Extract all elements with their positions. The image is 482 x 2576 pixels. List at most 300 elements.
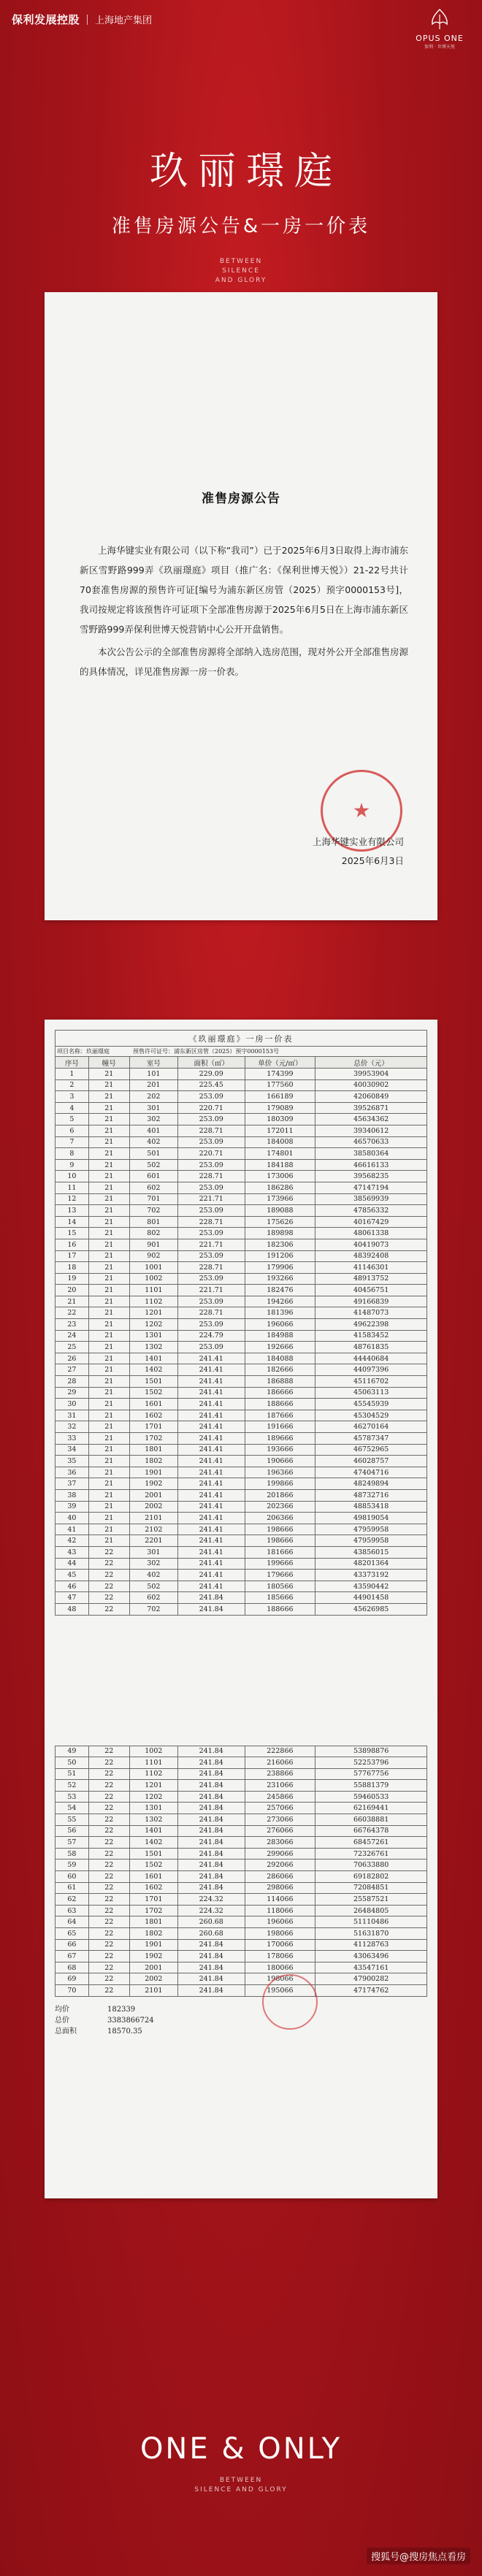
table-cell: 802 <box>129 1228 177 1239</box>
table-cell: 46752965 <box>315 1444 427 1456</box>
table-cell: 241.84 <box>177 1951 245 1962</box>
table-cell: 175626 <box>245 1216 315 1228</box>
table-row <box>56 1296 427 1307</box>
table-cell: 72326761 <box>315 1848 427 1860</box>
table-cell: 199866 <box>245 1478 315 1490</box>
table-cell: 241.41 <box>177 1489 245 1501</box>
table-row <box>56 1456 427 1467</box>
table-row <box>56 1871 427 1883</box>
table-cell: 39 <box>56 1501 89 1513</box>
table-cell: 22 <box>88 1825 129 1837</box>
table-cell: 1702 <box>129 1905 177 1916</box>
table-cell: 241.41 <box>177 1376 245 1388</box>
table-cell: 34 <box>56 1444 89 1456</box>
table-cell: 224.32 <box>177 1905 245 1916</box>
table-cell: 43373192 <box>315 1570 427 1581</box>
table-row <box>56 1535 427 1547</box>
table-cell: 21 <box>88 1136 129 1148</box>
table-row <box>56 1501 427 1513</box>
summary-label: 均价 <box>55 2005 69 2014</box>
table-cell: 224.32 <box>177 1894 245 1906</box>
table-cell: 66 <box>56 1939 89 1951</box>
table-cell: 174801 <box>245 1148 315 1160</box>
table-cell: 184008 <box>245 1136 315 1148</box>
table-cell: 2002 <box>129 1973 177 1985</box>
table-cell: 292066 <box>245 1860 315 1871</box>
table-row <box>56 1307 427 1319</box>
table-cell: 22 <box>88 1860 129 1871</box>
table-cell: 1701 <box>129 1421 177 1433</box>
table-cell: 189088 <box>245 1205 315 1217</box>
table-cell: 202366 <box>245 1501 315 1513</box>
table-cell: 185666 <box>245 1592 315 1604</box>
table-cell: 40 <box>56 1513 89 1524</box>
table-cell: 195066 <box>245 1984 315 1996</box>
table-cell: 48201364 <box>315 1558 427 1570</box>
table-cell: 62169441 <box>315 1803 427 1814</box>
table-cell: 22 <box>88 1768 129 1780</box>
table-cell: 21 <box>88 1171 129 1182</box>
table-cell: 177560 <box>245 1079 315 1091</box>
table-cell: 241.84 <box>177 1939 245 1951</box>
table-seal-icon <box>262 1974 318 2030</box>
table-cell: 22 <box>88 1581 129 1592</box>
table-cell: 65 <box>56 1928 89 1940</box>
table-cell: 51 <box>56 1768 89 1780</box>
table-row <box>56 1916 427 1928</box>
table-cell: 241.41 <box>177 1433 245 1445</box>
table-cell: 191206 <box>245 1250 315 1262</box>
table-cell: 198666 <box>245 1535 315 1547</box>
table-cell: 241.84 <box>177 1962 245 1973</box>
table-cell: 1501 <box>129 1376 177 1388</box>
table-cell: 114066 <box>245 1894 315 1906</box>
table-cell: 502 <box>129 1581 177 1592</box>
table-cell: 260.68 <box>177 1916 245 1928</box>
table-cell: 22 <box>88 1848 129 1860</box>
table-cell: 241.84 <box>177 1973 245 1985</box>
table-cell: 2002 <box>129 1501 177 1513</box>
table-cell: 21 <box>88 1433 129 1445</box>
table-cell: 41 <box>56 1524 89 1535</box>
table-cell: 9 <box>56 1159 89 1171</box>
table-cell: 228.71 <box>177 1216 245 1228</box>
table-cell: 253.09 <box>177 1342 245 1353</box>
table-cell: 53898876 <box>315 1746 427 1757</box>
table-cell: 201 <box>129 1079 177 1091</box>
table-cell: 283066 <box>245 1837 315 1849</box>
table-cell: 21 <box>88 1421 129 1433</box>
table-cell: 16 <box>56 1239 89 1250</box>
table-cell: 253.09 <box>177 1182 245 1193</box>
table-cell: 49622398 <box>315 1319 427 1331</box>
summary-row <box>55 2015 427 2026</box>
table-cell: 22 <box>88 1814 129 1826</box>
table-cell: 286066 <box>245 1871 315 1883</box>
table-cell: 49 <box>56 1746 89 1757</box>
table-cell: 21 <box>88 1467 129 1478</box>
table-cell: 225.45 <box>177 1079 245 1091</box>
table-cell: 21 <box>88 1239 129 1250</box>
table-cell: 2101 <box>129 1513 177 1524</box>
table-cell: 1202 <box>129 1319 177 1331</box>
table-cell: 46616133 <box>315 1159 427 1171</box>
table-cell: 21 <box>88 1478 129 1490</box>
table-cell: 166189 <box>245 1091 315 1103</box>
table-cell: 901 <box>129 1239 177 1250</box>
table-cell: 33 <box>56 1433 89 1445</box>
table-cell: 2201 <box>129 1535 177 1547</box>
page-gap <box>55 1616 427 1746</box>
poly-logo: 保利发展控股 <box>12 13 80 26</box>
table-cell: 21 <box>88 1319 129 1331</box>
table-cell: 24 <box>56 1330 89 1342</box>
table-cell: 179666 <box>245 1570 315 1581</box>
price-table-wrap <box>55 1030 427 2037</box>
table-cell: 59 <box>56 1860 89 1871</box>
table-cell: 47147194 <box>315 1182 427 1193</box>
notice-body <box>80 540 408 684</box>
table-cell: 188666 <box>245 1399 315 1410</box>
table-cell: 184088 <box>245 1353 315 1364</box>
price-table-part2 <box>55 1746 427 1997</box>
table-cell: 21 <box>88 1535 129 1547</box>
table-cell: 47174762 <box>315 1984 427 1996</box>
table-cell: 46570633 <box>315 1136 427 1148</box>
table-cell: 21 <box>88 1262 129 1274</box>
table-row <box>56 1330 427 1342</box>
table-cell: 1201 <box>129 1780 177 1792</box>
project-title: 玖丽璟庭 <box>149 150 343 194</box>
table-cell: 21 <box>88 1342 129 1353</box>
table-cell: 22 <box>88 1871 129 1883</box>
table-row <box>56 1757 427 1769</box>
table-cell: 48392408 <box>315 1250 427 1262</box>
table-cell: 241.84 <box>177 1746 245 1757</box>
table-cell: 241.41 <box>177 1546 245 1558</box>
table-cell: 13 <box>56 1205 89 1217</box>
table-cell: 194266 <box>245 1296 315 1307</box>
table-cell: 1401 <box>129 1353 177 1364</box>
table-cell: 501 <box>129 1148 177 1160</box>
table-cell: 172011 <box>245 1125 315 1136</box>
table-cell: 48249894 <box>315 1478 427 1490</box>
table-cell: 49166839 <box>315 1296 427 1307</box>
opus-one-text: OPUS ONE <box>416 34 464 43</box>
table-cell: 216066 <box>245 1757 315 1769</box>
table-meta: 项目名称：玖丽璟庭 预售许可证号：浦东新区房管（2025）预字0000153号 <box>56 1047 427 1057</box>
table-cell: 220.71 <box>177 1102 245 1114</box>
table-cell: 1102 <box>129 1296 177 1307</box>
table-cell: 174399 <box>245 1069 315 1080</box>
table-cell: 182306 <box>245 1239 315 1250</box>
table-cell: 189898 <box>245 1228 315 1239</box>
notice-date: 2025年6月3日 <box>341 855 404 866</box>
table-cell: 241.84 <box>177 1780 245 1792</box>
table-cell: 47 <box>56 1592 89 1604</box>
table-cell: 69 <box>56 1973 89 1985</box>
table-cell: 206366 <box>245 1513 315 1524</box>
table-cell: 3 <box>56 1091 89 1103</box>
table-cell: 1802 <box>129 1928 177 1940</box>
table-cell: 220.71 <box>177 1148 245 1160</box>
table-cell: 118066 <box>245 1905 315 1916</box>
table-cell: 27 <box>56 1364 89 1376</box>
table-cell: 253.09 <box>177 1273 245 1285</box>
table-row <box>56 1102 427 1114</box>
slogan-line: SILENCE AND GLORY <box>194 2486 288 2493</box>
table-cell: 276066 <box>245 1825 315 1837</box>
table-cell: 178066 <box>245 1951 315 1962</box>
table-cell: 15 <box>56 1228 89 1239</box>
table-cell: 52 <box>56 1780 89 1792</box>
table-cell: 21 <box>88 1353 129 1364</box>
table-cell: 222866 <box>245 1746 315 1757</box>
table-row <box>56 1882 427 1894</box>
table-cell: 1802 <box>129 1456 177 1467</box>
table-row <box>56 1894 427 1906</box>
table-cell: 253.09 <box>177 1091 245 1103</box>
table-cell: 29 <box>56 1387 89 1399</box>
table-row <box>56 1905 427 1916</box>
table-cell: 21 <box>88 1364 129 1376</box>
table-row <box>56 1444 427 1456</box>
table-cell: 1202 <box>129 1791 177 1803</box>
table-cell: 56 <box>56 1825 89 1837</box>
table-cell: 40167429 <box>315 1216 427 1228</box>
table-cell: 26 <box>56 1353 89 1364</box>
table-cell: 6 <box>56 1125 89 1136</box>
table-cell: 57767756 <box>315 1768 427 1780</box>
table-cell: 44901458 <box>315 1592 427 1604</box>
summary-label: 总面积 <box>55 2027 77 2036</box>
table-cell: 401 <box>129 1125 177 1136</box>
table-cell: 41146301 <box>315 1262 427 1274</box>
table-cell: 241.41 <box>177 1410 245 1421</box>
table-cell: 22 <box>88 1603 129 1615</box>
table-cell: 181396 <box>245 1307 315 1319</box>
opus-one-logo <box>410 7 469 50</box>
footer-brand: ONE & ONLY <box>139 2432 343 2466</box>
table-row <box>56 1387 427 1399</box>
table-cell: 22 <box>88 1882 129 1894</box>
table-cell: 253.09 <box>177 1114 245 1125</box>
table-cell: 46 <box>56 1581 89 1592</box>
table-cell: 198666 <box>245 1524 315 1535</box>
table-row <box>56 1410 427 1421</box>
table-cell: 101 <box>129 1069 177 1080</box>
table-cell: 601 <box>129 1171 177 1182</box>
table-cell: 224.79 <box>177 1330 245 1342</box>
table-cell: 63 <box>56 1905 89 1916</box>
table-row <box>56 1814 427 1826</box>
table-cell: 47900282 <box>315 1973 427 1985</box>
table-cell: 67 <box>56 1951 89 1962</box>
table-cell: 21 <box>88 1159 129 1171</box>
table-cell: 241.84 <box>177 1603 245 1615</box>
table-cell: 180566 <box>245 1581 315 1592</box>
table-cell: 40030902 <box>315 1079 427 1091</box>
summary-row <box>55 2026 427 2037</box>
table-cell: 1401 <box>129 1825 177 1837</box>
table-cell: 46028757 <box>315 1456 427 1467</box>
table-cell: 241.41 <box>177 1444 245 1456</box>
table-cell: 20 <box>56 1285 89 1296</box>
table-cell: 1302 <box>129 1342 177 1353</box>
table-cell: 180309 <box>245 1114 315 1125</box>
table-cell: 41487073 <box>315 1307 427 1319</box>
table-cell: 273066 <box>245 1814 315 1826</box>
table-cell: 52253796 <box>315 1757 427 1769</box>
table-row <box>56 1228 427 1239</box>
table-cell: 46270164 <box>315 1421 427 1433</box>
table-cell: 2102 <box>129 1524 177 1535</box>
table-cell: 298066 <box>245 1882 315 1894</box>
table-cell: 68457261 <box>315 1837 427 1849</box>
table-cell: 201866 <box>245 1489 315 1501</box>
table-cell: 45626985 <box>315 1603 427 1615</box>
table-cell: 602 <box>129 1592 177 1604</box>
table-cell: 59460533 <box>315 1791 427 1803</box>
table-cell: 193666 <box>245 1444 315 1456</box>
table-cell: 7 <box>56 1136 89 1148</box>
table-cell: 402 <box>129 1570 177 1581</box>
table-cell: 241.84 <box>177 1984 245 1996</box>
table-cell: 39568235 <box>315 1171 427 1182</box>
table-cell: 1001 <box>129 1262 177 1274</box>
table-cell: 241.41 <box>177 1421 245 1433</box>
table-cell: 22 <box>88 1570 129 1581</box>
table-row <box>56 1860 427 1871</box>
table-cell: 1201 <box>129 1307 177 1319</box>
table-cell: 241.41 <box>177 1570 245 1581</box>
table-cell: 49819054 <box>315 1513 427 1524</box>
table-cell: 301 <box>129 1546 177 1558</box>
table-cell: 241.41 <box>177 1387 245 1399</box>
table-row <box>56 1848 427 1860</box>
table-cell: 1901 <box>129 1939 177 1951</box>
table-cell: 45304529 <box>315 1410 427 1421</box>
slogan-line: SILENCE <box>222 267 260 275</box>
table-cell: 1701 <box>129 1894 177 1906</box>
table-cell: 238866 <box>245 1768 315 1780</box>
table-cell: 241.41 <box>177 1513 245 1524</box>
table-cell: 21 <box>88 1114 129 1125</box>
table-cell: 22 <box>88 1780 129 1792</box>
table-cell: 61 <box>56 1882 89 1894</box>
table-cell: 1302 <box>129 1814 177 1826</box>
table-cell: 1102 <box>129 1768 177 1780</box>
table-cell: 801 <box>129 1216 177 1228</box>
table-cell: 241.41 <box>177 1501 245 1513</box>
table-cell: 21 <box>88 1091 129 1103</box>
table-cell: 229.09 <box>177 1069 245 1080</box>
table-cell: 241.41 <box>177 1467 245 1478</box>
table-cell: 1702 <box>129 1433 177 1445</box>
table-cell: 221.71 <box>177 1239 245 1250</box>
table-cell: 188666 <box>245 1603 315 1615</box>
table-row <box>56 1205 427 1217</box>
table-cell: 28 <box>56 1376 89 1388</box>
table-cell: 241.84 <box>177 1825 245 1837</box>
table-cell: 173006 <box>245 1171 315 1182</box>
table-cell: 44440684 <box>315 1353 427 1364</box>
table-row <box>56 1973 427 1985</box>
table-cell: 21 <box>88 1489 129 1501</box>
table-cell: 38569939 <box>315 1193 427 1205</box>
table-cell: 1402 <box>129 1837 177 1849</box>
table-row <box>56 1837 427 1849</box>
table-cell: 8 <box>56 1148 89 1160</box>
table-cell: 38580364 <box>315 1148 427 1160</box>
table-cell: 25 <box>56 1342 89 1353</box>
table-cell: 21 <box>88 1285 129 1296</box>
table-cell: 21 <box>88 1069 129 1080</box>
table-cell: 253.09 <box>177 1250 245 1262</box>
notice-signature <box>313 833 404 871</box>
notice-title: 准售房源公告 <box>202 492 280 506</box>
table-cell: 64 <box>56 1916 89 1928</box>
table-cell: 50 <box>56 1757 89 1769</box>
table-cell: 1901 <box>129 1467 177 1478</box>
table-cell: 182666 <box>245 1364 315 1376</box>
project-subtitle: 准售房源公告&一房一价表 <box>111 215 371 237</box>
table-row <box>56 1546 427 1558</box>
table-cell: 18 <box>56 1262 89 1274</box>
table-cell: 22 <box>88 1973 129 1985</box>
table-title: 《玖丽璟庭》一房一价表 <box>56 1031 427 1047</box>
table-cell: 21 <box>88 1296 129 1307</box>
hero <box>0 140 482 312</box>
top-bar <box>0 0 482 58</box>
table-cell: 1502 <box>129 1860 177 1871</box>
table-cell: 43547161 <box>315 1962 427 1973</box>
table-cell: 1101 <box>129 1757 177 1769</box>
table-cell: 1801 <box>129 1444 177 1456</box>
table-cell: 66038881 <box>315 1814 427 1826</box>
table-row <box>56 1558 427 1570</box>
table-row <box>56 1079 427 1091</box>
logo-divider <box>87 15 88 25</box>
table-cell: 47959958 <box>315 1524 427 1535</box>
table-cell: 199666 <box>245 1558 315 1570</box>
table-cell: 48913752 <box>315 1273 427 1285</box>
table-row <box>56 1376 427 1388</box>
table-cell: 198066 <box>245 1928 315 1940</box>
table-cell: 253.09 <box>177 1228 245 1239</box>
table-row <box>56 1592 427 1604</box>
table-cell: 22 <box>88 1939 129 1951</box>
table-body <box>56 1069 427 1616</box>
table-cell: 22 <box>88 1746 129 1757</box>
table-cell: 2001 <box>129 1962 177 1973</box>
table-cell: 22 <box>56 1307 89 1319</box>
table-cell: 21 <box>88 1330 129 1342</box>
table-cell: 186286 <box>245 1182 315 1193</box>
price-table-document <box>45 1020 437 2198</box>
table-cell: 1601 <box>129 1871 177 1883</box>
table-cell: 241.84 <box>177 1768 245 1780</box>
table-cell: 62 <box>56 1894 89 1906</box>
table-cell: 72084851 <box>315 1882 427 1894</box>
table-cell: 231066 <box>245 1780 315 1792</box>
developer-logos <box>12 12 152 27</box>
summary-value: 18570.35 <box>107 2027 142 2036</box>
table-cell: 19 <box>56 1273 89 1285</box>
table-cell: 22 <box>88 1546 129 1558</box>
table-cell: 241.84 <box>177 1860 245 1871</box>
table-cell: 1801 <box>129 1916 177 1928</box>
